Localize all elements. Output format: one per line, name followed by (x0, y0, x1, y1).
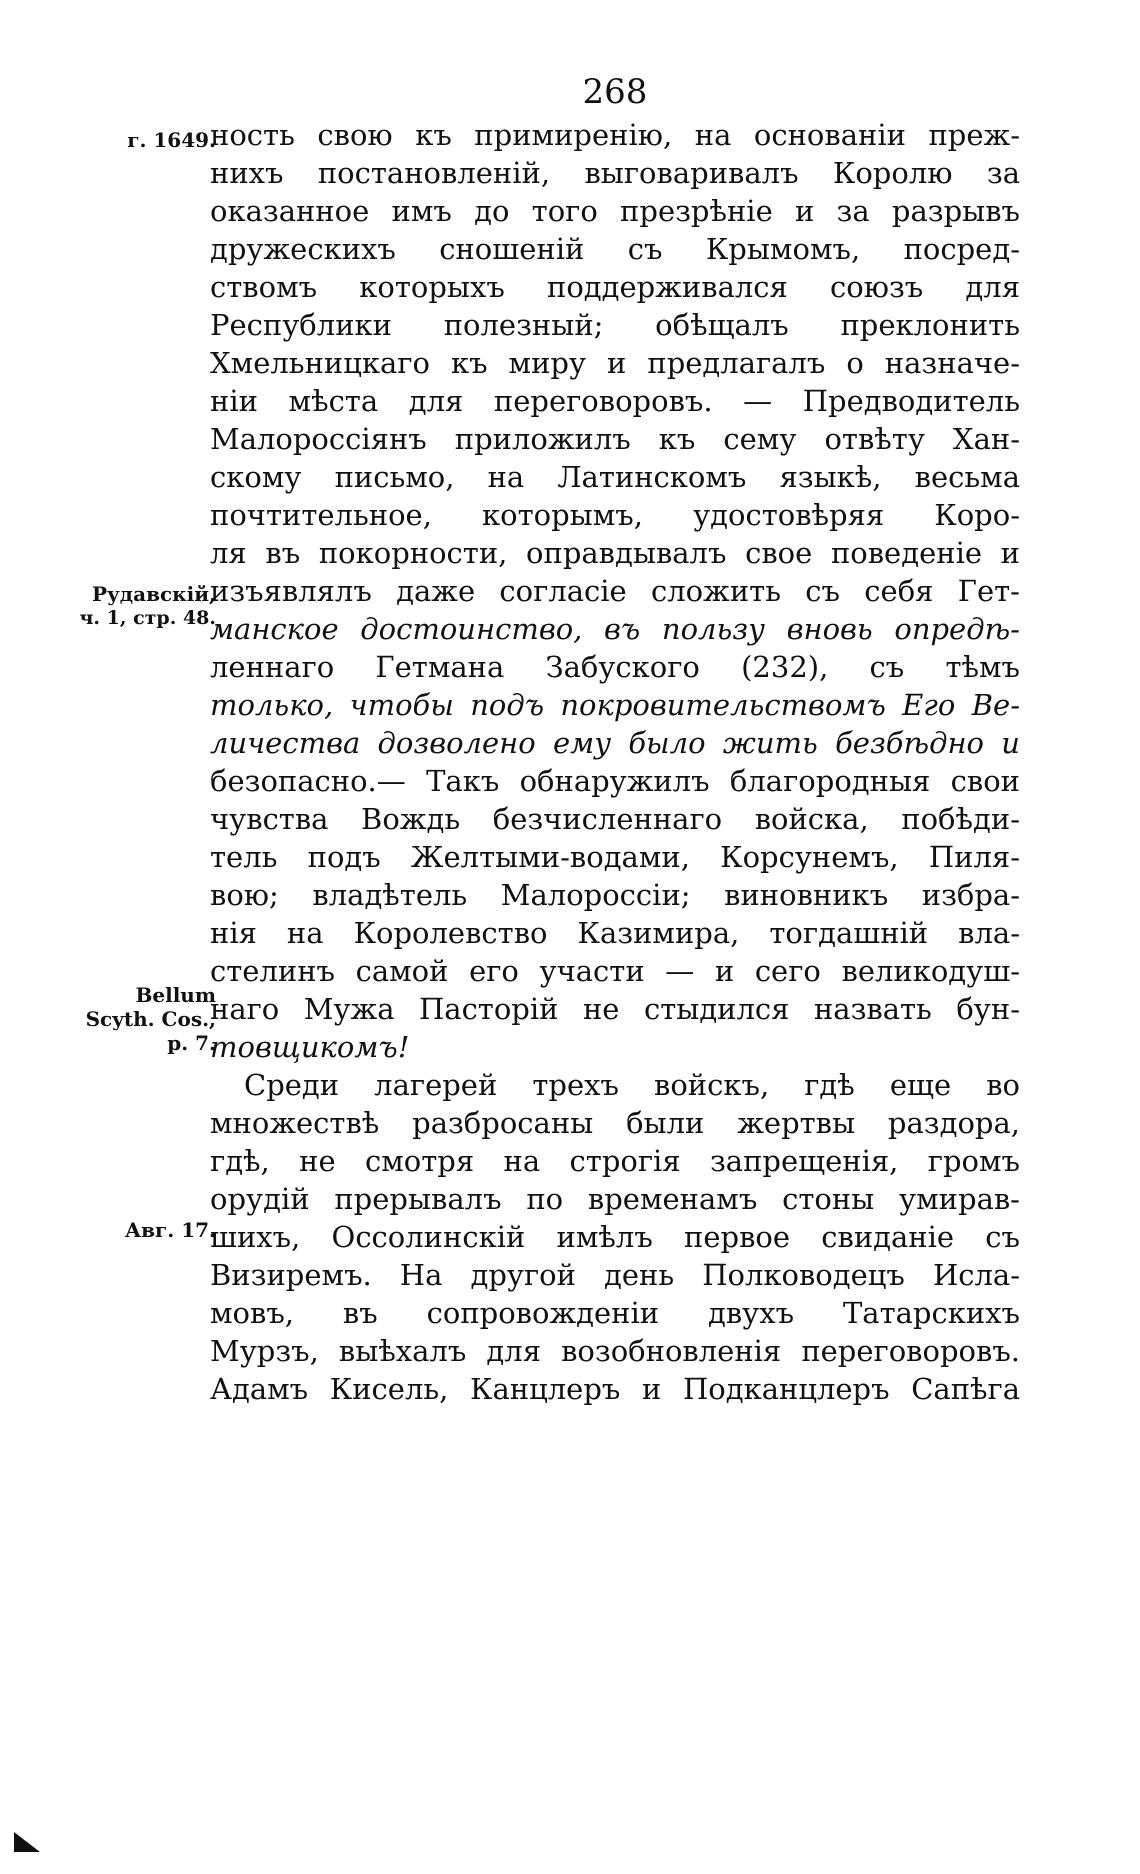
text-line: нія на Королевство Казимира, тогдашній вла- (210, 916, 1020, 950)
margin-ref-rudavsky-2: ч. 1, стр. 48. (79, 607, 216, 629)
text-line: Хмельницкаго къ миру и предлагалъ о назначе- (210, 346, 1020, 380)
text-line: оказанное имъ до того презрѣніе и за разрывъ (210, 194, 1020, 228)
text-line: дружескихъ сношеній съ Крымомъ, посред- (210, 232, 1020, 266)
text-line: нихъ постановленій, выговаривалъ Королю за (210, 156, 1020, 190)
text-line: личества дозволено ему было жить безбѣдно и (210, 726, 1020, 760)
margin-ref-bellum-3: p. 7. (167, 1031, 216, 1055)
text-line: чувства Вождь безчисленнаго войска, побѣди- (210, 802, 1020, 836)
text-line: Республики полезный; обѣщалъ преклонить (210, 308, 1020, 342)
text-line: манское достоинство, въ пользу вновь опредѣ- (210, 612, 1020, 646)
text-line: Мурзъ, выѣхалъ для возобновленія переговоровъ. (210, 1334, 1020, 1368)
text-line: орудій прерывалъ по временамъ стоны умирав- (210, 1182, 1020, 1216)
text-line: ность свою къ примиренію, на основаніи преж- (210, 118, 1020, 152)
text-line: Визиремъ. На другой день Полководецъ Исла- (210, 1258, 1020, 1292)
text-line: гдѣ, не смотря на строгія запрещенія, громъ (210, 1144, 1020, 1178)
text-line: мовъ, въ сопровожденіи двухъ Татарскихъ (210, 1296, 1020, 1330)
text-line: почтительное, которымъ, удостовѣряя Коро- (210, 498, 1020, 532)
text-line: Малороссіянъ приложилъ къ сему отвѣту Хан- (210, 422, 1020, 456)
text-line: наго Мужа Пасторій не стыдился назвать бун- (210, 992, 1020, 1026)
margin-date: Авг. 17. (124, 1218, 216, 1242)
margin-ref-bellum-1: Bellum (135, 983, 216, 1007)
text-line: только, чтобы подъ покровительствомъ Его Ве- (210, 688, 1020, 722)
text-line: тель подъ Желтыми-водами, Корсунемъ, Пиля- (210, 840, 1020, 874)
text-line: ствомъ которыхъ поддерживался союзъ для (210, 270, 1020, 304)
text-line: изъявлялъ даже согласіе сложить съ себя Гет- (210, 574, 1020, 608)
text-line: Адамъ Кисель, Канцлеръ и Подканцлеръ Сапѣга (210, 1372, 1020, 1406)
text-line: безопасно.— Такъ обнаружилъ благородныя свои (210, 764, 1020, 798)
page-number: 268 (582, 72, 648, 112)
text-line: вою; владѣтель Малороссіи; виновникъ избра- (210, 878, 1020, 912)
text-line: стелинъ самой его участи — и сего великодуш- (210, 954, 1020, 988)
margin-ref-rudavsky-1: Рудавскій, (91, 582, 216, 606)
text-line: множествѣ разбросаны были жертвы раздора, (210, 1106, 1020, 1140)
text-line: скому письмо, на Латинскомъ языкѣ, весьма (210, 460, 1020, 494)
text-line: шихъ, Оссолинскій имѣлъ первое свиданіе съ (210, 1220, 1020, 1254)
margin-ref-bellum-2: Scyth. Cos., (85, 1007, 216, 1031)
text-line: ля въ покорности, оправдывалъ свое поведеніе и (210, 536, 1020, 570)
text-line: ніи мѣста для переговоровъ. — Предводитель (210, 384, 1020, 418)
corner-arrow-mark (14, 1832, 40, 1852)
text-line: Среди лагерей трехъ войскъ, гдѣ еще во (244, 1068, 1020, 1102)
text-line: леннаго Гетмана Забуского (232), съ тѣмъ (210, 650, 1020, 684)
margin-year: г. 1649. (127, 128, 216, 152)
text-line: товщикомъ! (210, 1030, 410, 1064)
